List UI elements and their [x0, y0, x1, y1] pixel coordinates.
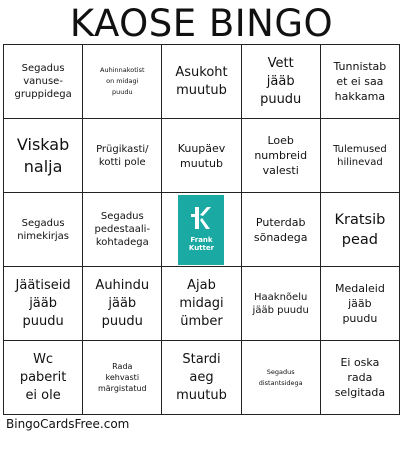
cell-text: Auhindu jääb puudu: [95, 277, 150, 329]
cell-text: Vett jääb puudu: [260, 55, 302, 107]
cell-text: Puterdab sõnadega: [253, 215, 308, 244]
frank-kutter-logo: [178, 195, 224, 265]
bingo-cell[interactable]: [4, 119, 83, 193]
bingo-cell[interactable]: [321, 119, 400, 193]
cell-text: Auhinnakotist on midagi puudu: [100, 66, 145, 96]
bingo-grid: [3, 44, 400, 415]
bingo-cell[interactable]: [242, 45, 321, 119]
bingo-cell[interactable]: [162, 267, 241, 341]
cell-text: Segadus pedestaali- kohtadega: [94, 211, 151, 248]
bingo-cell[interactable]: [242, 341, 321, 415]
cell-text: Rada kehvasti märgistatud: [97, 362, 147, 393]
cell-text: Kratsib pead: [334, 211, 386, 248]
cell-text: Haaknõelu jääb puudu: [252, 291, 309, 316]
cell-text: Segadus distantsidega: [258, 367, 303, 387]
bingo-cell[interactable]: [321, 341, 400, 415]
cell-text: Kuupäev muutub: [177, 141, 226, 170]
bingo-cell[interactable]: [83, 193, 162, 267]
cell-text: Ajab midagi ümber: [179, 277, 224, 329]
bingo-cell[interactable]: [83, 119, 162, 193]
card-title: KAOSE BINGO: [69, 2, 334, 45]
cell-text: Stardi aeg muutub: [176, 351, 227, 403]
bingo-cell[interactable]: [83, 45, 162, 119]
bingo-cell[interactable]: [321, 267, 400, 341]
footer-credit: BingoCardsFree.com: [6, 417, 130, 431]
cell-text: Tunnistab et ei saa hakkama: [333, 60, 387, 103]
cell-text: Asukoht muutub: [175, 64, 228, 98]
cell-text: Jäätiseid jääb puudu: [15, 277, 71, 329]
bingo-cell[interactable]: [4, 341, 83, 415]
cell-text: Segadus vanuse- gruppidega: [14, 63, 72, 100]
logo-text: Frank Kutter: [188, 235, 215, 252]
bingo-cell[interactable]: [162, 341, 241, 415]
bingo-cell[interactable]: [4, 267, 83, 341]
free-space-cell[interactable]: [162, 193, 241, 267]
bingo-cell[interactable]: [242, 193, 321, 267]
bingo-cell[interactable]: [242, 119, 321, 193]
frank-kutter-logo-icon: [190, 205, 212, 231]
cell-text: Loeb numbreid valesti: [254, 134, 308, 177]
bingo-cell[interactable]: [321, 45, 400, 119]
bingo-cell[interactable]: [83, 267, 162, 341]
bingo-cell[interactable]: [162, 45, 241, 119]
cell-text: Viskab nalja: [16, 134, 70, 176]
bingo-cell[interactable]: [4, 193, 83, 267]
bingo-cell[interactable]: [4, 45, 83, 119]
bingo-cell[interactable]: [242, 267, 321, 341]
cell-text: Wc paberit ei ole: [19, 351, 67, 403]
cell-text: Medaleid jääb puudu: [334, 282, 385, 325]
cell-text: Segadus nimekirjas: [17, 217, 69, 242]
cell-text: Tulemused hilinevad: [333, 143, 387, 168]
bingo-cell[interactable]: [83, 341, 162, 415]
cell-text: Ei oska rada selgitada: [334, 356, 386, 399]
bingo-cell[interactable]: [321, 193, 400, 267]
cell-text: Prügikasti/ kotti pole: [96, 143, 149, 168]
bingo-cell[interactable]: [162, 119, 241, 193]
